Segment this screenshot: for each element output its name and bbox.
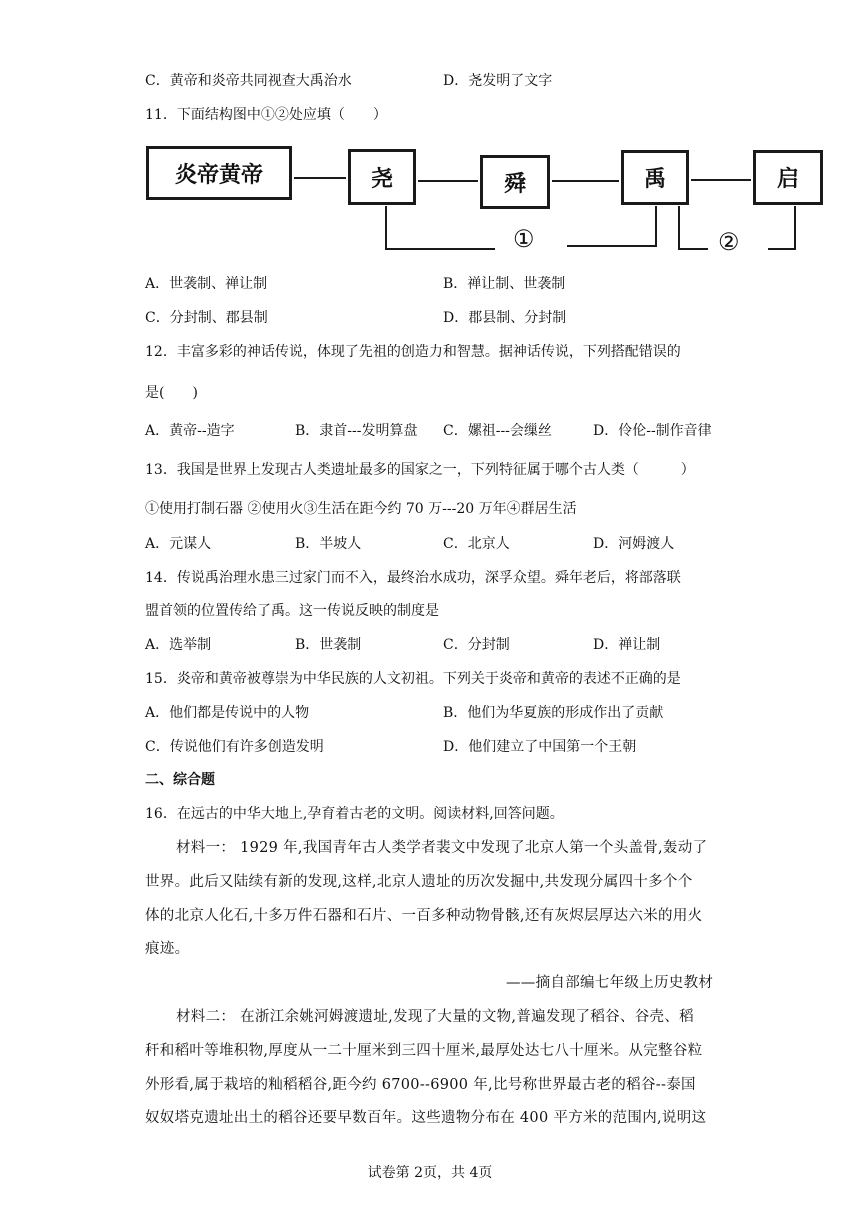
q15-option-c: C．传说他们有许多创造发明 <box>145 739 324 755</box>
q11-option-a: A．世袭制、禅让制 <box>145 276 268 292</box>
diagram-box-yandi-huangdi: 炎帝黄帝 <box>146 146 292 200</box>
q12-option-c: C．嫘祖---会缫丝 <box>443 423 552 439</box>
bracket-1-bottom-right <box>567 245 657 247</box>
q11-option-c: C．分封制、郡县制 <box>145 310 268 326</box>
bracket-2-bottom-right <box>768 248 796 250</box>
q13-stem: 13．我国是世界上发现古人类遗址最多的国家之一，下列特征属于哪个古人类（ ） <box>145 462 695 478</box>
q13-features: ①使用打制石器 ②使用火③生活在距今约 70 万---20 万年④群居生活 <box>145 501 577 517</box>
material-2-line2: 秆和稻叶等堆积物,厚度从一二十厘米到三四十厘米,最厚处达七八十厘米。从完整谷粒 <box>145 1043 703 1059</box>
material-2-line3: 外形看,属于栽培的籼稻稻谷,距今约 6700--6900 年,比号称世界最古老的稻谷--泰国 <box>145 1077 696 1093</box>
q14-option-a: A．选举制 <box>145 637 212 653</box>
q15-option-a: A．他们都是传说中的人物 <box>145 705 310 721</box>
material-1-line3: 体的北京人化石,十多万件石器和石片、一百多种动物骨骸,还有灰烬层厚达六米的用火 <box>145 908 703 924</box>
q13-option-d: D．河姆渡人 <box>593 536 675 552</box>
q12-option-d: D．伶伦--制作音律 <box>593 423 712 439</box>
material-1-line4: 痕迹。 <box>145 941 190 957</box>
bracket-2-bottom-left <box>678 248 708 250</box>
connector-line <box>418 180 478 182</box>
bracket-2-right <box>794 206 796 250</box>
diagram-box-yao: 尧 <box>348 149 416 205</box>
q10-option-d: D．尧发明了文字 <box>443 73 553 89</box>
q12-stem-line1: 12．丰富多彩的神话传说，体现了先祖的创造力和智慧。据神话传说，下列搭配错误的 <box>145 344 681 360</box>
bracket-1-right <box>655 206 657 247</box>
q12-option-a: A．黄帝--造字 <box>145 423 235 439</box>
q15-stem: 15．炎帝和黄帝被尊崇为中华民族的人文初祖。下列关于炎帝和黄帝的表述不正确的是 <box>145 671 681 687</box>
q15-option-b: B．他们为华夏族的形成作出了贡献 <box>443 705 664 721</box>
material-2-line4: 奴奴塔克遗址出土的稻谷还要早数百年。这些遗物分布在 400 平方米的范围内,说明这 <box>145 1110 707 1126</box>
q13-option-a: A．元谋人 <box>145 536 212 552</box>
q14-option-b: B．世袭制 <box>295 637 362 653</box>
section-heading: 二、综合题 <box>145 772 215 788</box>
q13-option-b: B．半坡人 <box>295 536 362 552</box>
material-1-line1: 材料一： 1929 年,我国青年古人类学者裴文中发现了北京人第一个头盖骨,轰动了 <box>176 840 708 856</box>
q16-stem: 16．在远古的中华大地上,孕育着古老的文明。阅读材料,回答问题。 <box>145 806 564 822</box>
q11-option-d: D．郡县制、分封制 <box>443 310 567 326</box>
diagram-box-qi: 启 <box>753 150 823 205</box>
connector-line <box>691 179 751 181</box>
material-2-line1: 材料二： 在浙江余姚河姆渡遗址,发现了大量的文物,普遍发现了稻谷、谷壳、稻 <box>176 1009 694 1025</box>
diagram-mark-1: ① <box>513 225 535 253</box>
q14-stem-line2: 盟首领的位置传给了禹。这一传说反映的制度是 <box>145 603 439 619</box>
diagram-mark-2: ② <box>718 228 740 256</box>
q15-option-d: D．他们建立了中国第一个王朝 <box>443 739 637 755</box>
q13-option-c: C．北京人 <box>443 536 510 552</box>
bracket-2-left <box>678 206 680 250</box>
bracket-1-left <box>385 206 387 250</box>
q11-option-b: B．禅让制、世袭制 <box>443 276 566 292</box>
diagram-box-yu: 禹 <box>621 150 689 205</box>
q10-option-c: C．黄帝和炎帝共同视查大禹治水 <box>145 73 352 89</box>
q11-stem: 11．下面结构图中①②处应填（ ） <box>145 107 387 123</box>
bracket-1-bottom-left <box>385 248 495 250</box>
q12-option-b: B．隶首---发明算盘 <box>295 423 418 439</box>
diagram-box-shun: 舜 <box>480 155 550 209</box>
connector-line <box>294 177 346 179</box>
material-1-line2: 世界。此后又陆续有新的发现,这样,北京人遗址的历次发掘中,共发现分属四十多个个 <box>145 874 693 890</box>
connector-line <box>552 180 619 182</box>
q14-option-c: C．分封制 <box>443 637 510 653</box>
q12-stem-line2: 是( ) <box>145 385 198 401</box>
page-footer: 试卷第 2页，共 4页 <box>367 1165 493 1181</box>
material-1-source: ——摘自部编七年级上历史教材 <box>506 975 714 991</box>
q14-stem-line1: 14．传说禹治理水患三过家门而不入，最终治水成功，深孚众望。舜年老后，将部落联 <box>145 570 681 586</box>
q14-option-d: D．禅让制 <box>593 637 661 653</box>
